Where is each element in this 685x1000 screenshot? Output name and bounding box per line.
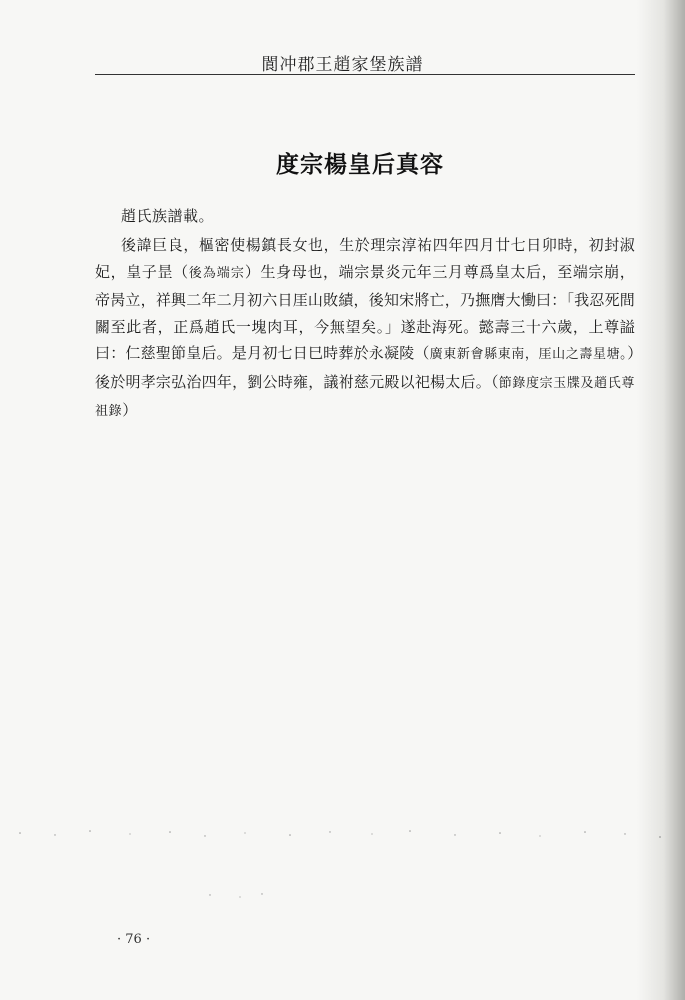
body-text-run: ）生身母也，端宗景炎元年三月尊爲皇太后，至端宗崩，帝昺立，祥興二年二月初六日厓山敗績，後知宋將亡，乃撫膺大慟曰：「我忍死間關至此者，正爲趙氏一塊肉耳，今無望矣。」遂赴海死。懿壽三十六歲，上尊謚曰：仁慈聖節皇后。是月初七日巳時葬於永凝陵（ <box>95 262 635 362</box>
running-header: 閬冲郡王趙家堡族譜 <box>261 55 424 75</box>
body-paragraph <box>95 232 635 426</box>
header-rule <box>95 74 635 75</box>
scan-noise <box>0 825 685 905</box>
page-number: · 76 · <box>117 932 151 947</box>
body-text-run: 後諱巨良，樞密使楊鎮長女也，生於理宗淳祐四年四月廿七日卯時，初封淑妃，皇子昰（ <box>95 236 635 281</box>
page-title: 度宗楊皇后真容 <box>276 151 444 178</box>
body-text-run: ） <box>122 401 138 419</box>
lead-sentence: 趙氏族譜載。 <box>121 207 215 225</box>
body-text-run: ）後於明孝宗弘治四年，劉公時雍，議祔慈元殿以祀楊太后。（ <box>95 344 635 391</box>
inline-note: 節錄度宗玉牒及趙氏尊祖錄 <box>95 375 635 419</box>
inline-note: 後為端宗 <box>188 265 245 281</box>
inline-note: 廣東新會縣東南，厓山之壽星塘。 <box>429 347 628 362</box>
